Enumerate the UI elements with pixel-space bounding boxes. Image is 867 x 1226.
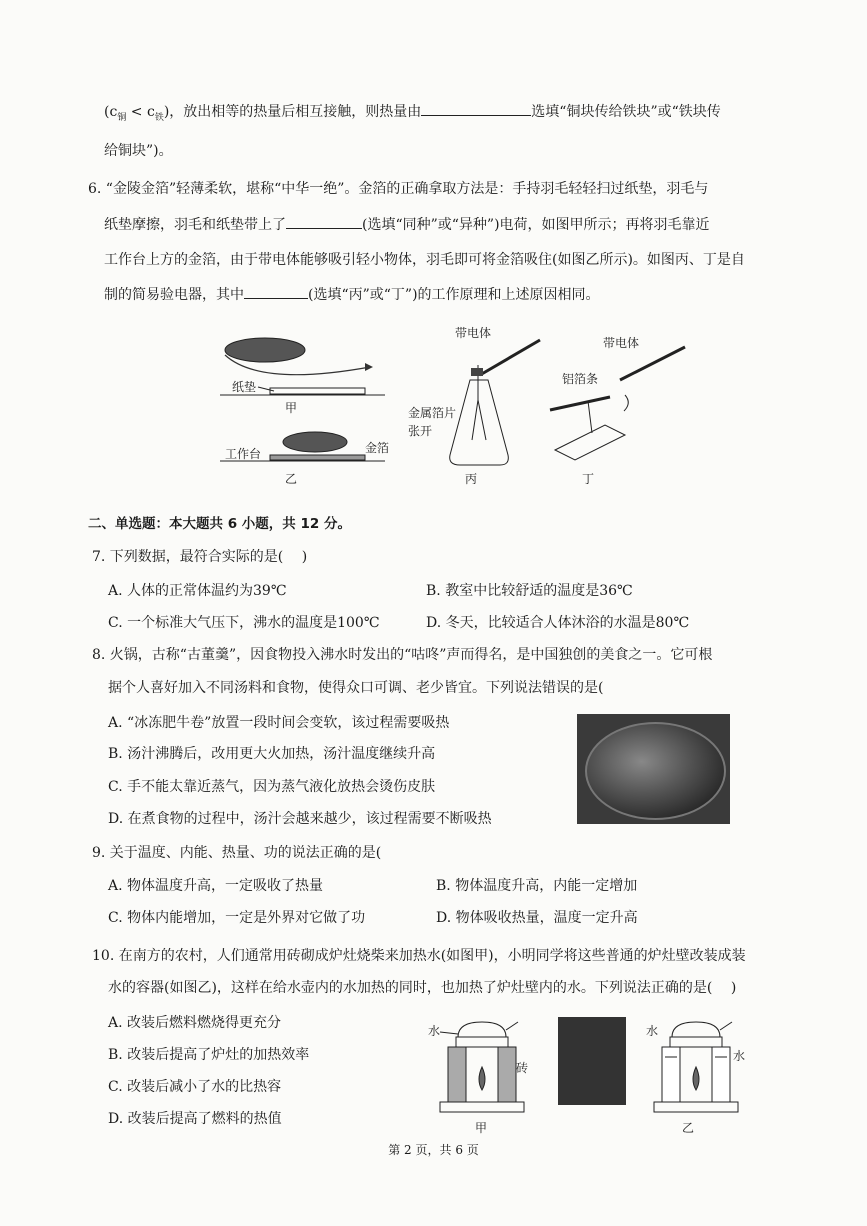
text: 选填“铜块传给铁块”或“铁块传	[531, 104, 721, 120]
answer-blank[interactable]	[286, 214, 362, 229]
q6-line-3	[104, 250, 745, 270]
q9-option-b[interactable]: B. 物体温度升高，内能一定增加	[436, 878, 638, 894]
q9-option-c[interactable]: C. 物体内能增加，一定是外界对它做了功	[108, 910, 366, 926]
q8-option-c[interactable]: C. 手不能太靠近蒸气，因为蒸气液化放热会烫伤皮肤	[108, 779, 436, 795]
text: 工作台上方的金箔，由于带电体能够吸引轻小物体，羽毛即可将金箔吸住(如图乙所示)。如图丙、丁是自	[104, 252, 745, 268]
label-shui-1: 水	[428, 1024, 441, 1038]
text: )，放出相等的热量后相互接触，则热量由	[163, 104, 422, 120]
section-heading: 二、单选题：本大题共 6 小题，共 12 分。	[88, 516, 351, 532]
q7-option-d[interactable]: D. 冬天，比较适合人体沐浴的水温是80℃	[426, 615, 690, 631]
q7-option-c[interactable]: C. 一个标准大气压下，沸水的温度是100℃	[108, 615, 380, 631]
q6-line-4	[104, 284, 600, 305]
label-shui-2: 水	[646, 1024, 659, 1038]
text: 6. “金陵金箔”轻薄柔软，堪称“中华一绝”。金箔的正确拿取方法是：手持羽毛轻轻扫过纸垫，羽毛与	[88, 181, 709, 197]
q7-stem: 7. 下列数据，最符合实际的是( )	[92, 549, 308, 565]
stove-jia	[428, 1022, 528, 1135]
q10-option-a[interactable]: A. 改装后燃料燃烧得更充分	[108, 1015, 282, 1031]
q6-line-2	[104, 214, 710, 235]
label-jia: 甲	[285, 401, 298, 415]
label-yi: 乙	[285, 472, 298, 486]
text: (c	[104, 104, 118, 120]
label-jinbo: 金箔	[365, 441, 390, 455]
figure-yi	[220, 432, 389, 486]
figure-jia	[220, 338, 385, 415]
label-jia: 甲	[475, 1121, 488, 1135]
label-shui-3: 水	[733, 1049, 746, 1063]
q10-line-2: 水的容器(如图乙)，这样在给水壶内的水加热的同时，也加热了炉灶壁内的水。下列说法正确的是( )	[108, 980, 737, 996]
label-jinshubo: 金属箔片	[408, 406, 457, 420]
q7-option-a[interactable]: A. 人体的正常体温约为39℃	[108, 583, 287, 599]
label-lvbotiao: 铝箔条	[562, 372, 599, 386]
q9-option-a[interactable]: A. 物体温度升高，一定吸收了热量	[108, 878, 324, 894]
answer-blank[interactable]	[421, 101, 531, 116]
q6-line-1	[88, 179, 708, 199]
text: 制的简易验电器，其中	[104, 287, 244, 303]
q5-line-1	[104, 101, 721, 128]
text: (选填“同种”或“异种”)电荷，如图甲所示；再将羽毛靠近	[362, 217, 710, 233]
text: 给铜块”)。	[104, 143, 173, 159]
q8-option-d[interactable]: D. 在煮食物的过程中，汤汁会越来越少，该过程需要不断吸热	[108, 811, 492, 827]
label-daidianti-2: 带电体	[603, 336, 640, 350]
label-zhidian: 纸垫	[232, 380, 257, 394]
subscript: 铜	[117, 112, 127, 123]
q10-option-b[interactable]: B. 改装后提高了炉灶的加热效率	[108, 1047, 310, 1063]
stove-photo	[558, 1017, 626, 1105]
q6-figure	[210, 325, 700, 495]
text: 纸垫摩擦，羽毛和纸垫带上了	[104, 217, 286, 233]
label-daidianti-1: 带电体	[455, 326, 492, 340]
label-yi: 乙	[682, 1121, 695, 1135]
q8-line-2: 据个人喜好加入不同汤料和食物，使得众口可调、老少皆宜。下列说法错误的是(	[108, 680, 604, 696]
label-ding: 丁	[582, 472, 595, 486]
figure-ding	[550, 335, 685, 486]
label-bing: 丙	[465, 472, 478, 486]
q10-figure	[420, 1012, 760, 1137]
q9-option-d[interactable]: D. 物体吸收热量，温度一定升高	[436, 910, 638, 926]
answer-blank[interactable]	[244, 284, 308, 299]
q10-line-1: 10. 在南方的农村，人们通常用砖砌成炉灶烧柴来加热水(如图甲)，小明同学将这些普通的炉灶壁改装成装	[92, 948, 746, 964]
q9-stem: 9. 关于温度、内能、热量、功的说法正确的是(	[92, 845, 382, 861]
page-footer: 第 2 页，共 6 页	[388, 1143, 479, 1157]
subscript: 铁	[154, 112, 164, 123]
q5-line-2	[104, 141, 173, 161]
text: < c	[126, 104, 155, 120]
text: (选填“丙”或“丁”)的工作原理和上述原因相同。	[308, 287, 600, 303]
q10-option-d[interactable]: D. 改装后提高了燃料的热值	[108, 1111, 282, 1127]
q8-option-a[interactable]: A. “冰冻肥牛卷”放置一段时间会变软，该过程需要吸热	[108, 715, 450, 731]
q10-option-c[interactable]: C. 改装后减小了水的比热容	[108, 1079, 282, 1095]
label-zhuan: 砖	[516, 1061, 529, 1075]
q8-line-1: 8. 火锅，古称“古董羹”，因食物投入沸水时发出的“咕咚”声而得名，是中国独创的美食之一。它可根	[92, 647, 713, 663]
hotpot-photo	[577, 714, 730, 824]
q7-option-b[interactable]: B. 教室中比较舒适的温度是36℃	[426, 583, 633, 599]
figure-bing	[408, 325, 540, 486]
q8-option-b[interactable]: B. 汤汁沸腾后，改用更大火加热，汤汁温度继续升高	[108, 746, 436, 762]
label-gongzuotai: 工作台	[225, 447, 262, 461]
label-zhangkai: 张开	[408, 424, 433, 438]
stove-yi	[646, 1022, 745, 1135]
